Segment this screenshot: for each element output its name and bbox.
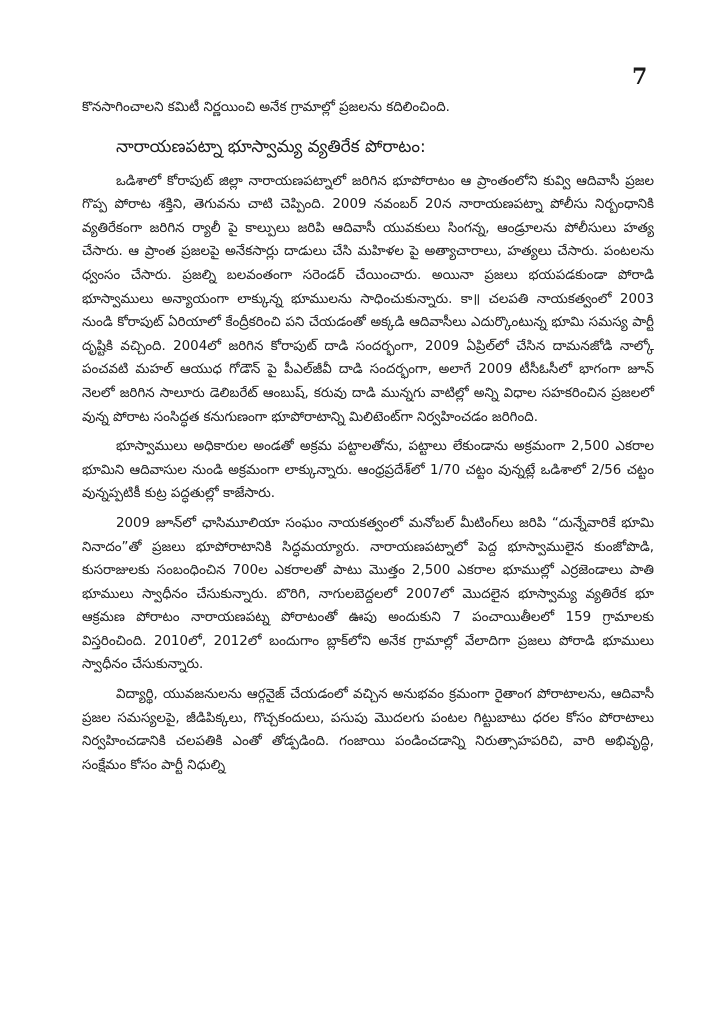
page-number: 7 — [632, 64, 648, 90]
section-heading: నారాయణపట్నా భూస్వామ్య వ్యతిరేక పోరాటం: — [116, 136, 426, 157]
paragraph-continuation: కొనసాగించాలని కమిటీ నిర్ణయించి అనేక గ్రామాల్లో ప్రజలను కదిలించింది. — [82, 100, 450, 115]
paragraph: విద్యార్థి, యువజనులను ఆర్గనైజ్ చేయడంలో వచ్చిన అనుభవం క్రమంగా రైతాంగ పోరాటాలను, ఆదివాసీ ప్రజల సమస్యలపై, జీడిపిక్కలు, గొచ్చకందులు, పసుపు మొదలగు పంటల గిట్టుబాటు ధరల కోసం పోరాటాలు నిర్వహించడానికి చలపతికి ఎంతో తోడ్పడింది. గంజాయి పండించడాన్ని నిరుత్సాహపరిచి, వారి అభివృద్ధి, సంక్షేమం కోసం పార్టీ నిధుల్ని — [82, 687, 654, 773]
paragraph: 2009 జూన్‌లో ఛాసిమూలియా సంఘం నాయకత్వంలో మనోబల్ మీటింగ్‌లు జరిపి “దున్నేవారికే భూమి నినాదం”తో ప్రజలు భూపోరాటానికి సిద్ధమయ్యారు. నారాయణపట్నాలో పెద్ద భూస్వాములైన కుంజోపొడి, కుసరాజులకు సంబంధించిన 700ల ఎకరాలతో పాటు మొత్తం 2,500 ఎకరాల భూముల్లో ఎర్రజెండాలు పాతి భూములు స్వాధీనం చేసుకున్నారు. బొరిగి, నాగులబెద్దలలో 2007లో మొదలైన భూస్వామ్య వ్యతిరేక భూ ఆక్రమణ పోరాటం నారాయణపట్న పోరాటంతో ఊపు అందుకుని 7 పంచాయితీలలో 159 గ్రామాలకు విస్తరించింది. 2010లో, 2012లో బందుగాం బ్లాక్‌లోని అనేక గ్రామాల్లో వేలాదిగా ప్రజలు పోరాడి భూములు స్వాధీనం చేసుకున్నారు. — [82, 515, 654, 673]
body-text — [82, 96, 654, 777]
paragraph: ఒడిశాలో కోరాపుట్ జిల్లా నారాయణపట్నాలో జరిగిన భూపోరాటం ఆ ప్రాంతంలోని కువ్వి ఆదివాసీ ప్రజల గొప్ప పోరాట శక్తిని, తెగువను చాటి చెప్పింది. 2009 నవంబర్ 20న నారాయణపట్నా పోలీసు నిర్బంధానికి వ్యతిరేకంగా జరిగిన ర్యాలీ పై కాల్పులు జరిపి ఆదివాసీ యువకులు సింగన్న, ఆండ్రూలను పోలీసులు హత్య చేసారు. ఆ ప్రాంత ప్రజలపై అనేకసార్లు దాడులు చేసి మహిళల పై అత్యాచారాలు, హత్యలు చేసారు. పంటలను ధ్వంసం చేసారు. ప్రజల్ని బలవంతంగా సరెండర్ చేయించారు. అయినా ప్రజలు భయపడకుండా పోరాడి భూస్వాములు అన్యాయంగా లాక్కున్న భూములను సాధించుకున్నారు. కా॥ చలపతి నాయకత్వంలో 2003 నుండి కోరాపుట్ ఏరియాలో కేంద్రీకరించి పని చేయడంతో అక్కడి ఆదివాసీలు ఎదుర్కొంటున్న భూమి సమస్య పార్టీ దృష్టికి వచ్చింది. 2004లో జరిగిన కోరాపుట్ దాడి సందర్భంగా, 2009 ఏప్రిల్‌లో చేసిన దామనజోడి నాల్కో పంచవటి మహల్ ఆయుధ గోడౌన్ పై పీఎల్‌జీవీ దాడి సందర్భంగా, అలాగే 2009 టీసీఓసీలో భాగంగా జూన్ నెలలో జరిగిన సాలూరు డెలిబరేట్ ఆంబుష్, కరువు దాడి మున్నగు వాటిల్లో అన్ని విధాల సహకరించిన ప్రజలలో వున్న పోరాట సంసిద్ధత కనుగుణంగా భూపోరాటాన్ని మిలిటెంట్‌గా నిర్వహించడం జరిగింది. — [82, 173, 654, 425]
paragraph: భూస్వాములు అధికారుల అండతో అక్రమ పట్టాలతోను, పట్టాలు లేకుండాను అక్రమంగా 2,500 ఎకరాల భూమిని ఆదివాసుల నుండి అక్రమంగా లాక్కున్నారు. ఆంధ్రప్రదేశ్‌లో 1/70 చట్టం వున్నట్లే ఒడిశాలో 2/56 చట్టం వున్నప్పటికీ కుట్ర పద్ధతుల్లో కాజేసారు. — [82, 439, 654, 502]
